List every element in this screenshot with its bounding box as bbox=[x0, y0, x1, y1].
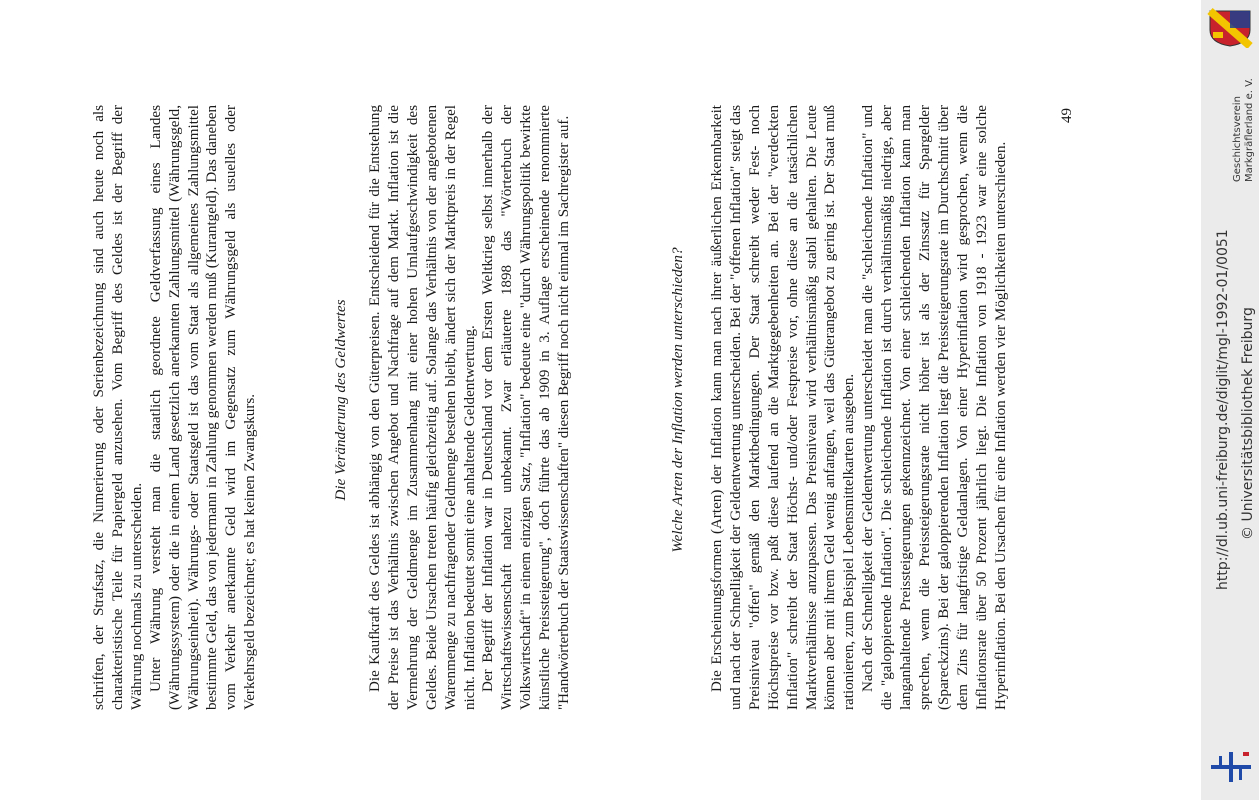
paragraph: Nach der Schnelligkeit der Geldentwertung unterscheidet man die "schleichende Inflation" und die "galoppierende Inflation". Die schleichende Inflation ist durch verhältnismäßig niedrige, aber langanhaltende Preissteigerungen gekennzeichnet. Von einer schleichenden Inflation kann man sprechen, wenn die Preissteigerungsrate nicht höher ist als der Zinssatz für Spargelder (Spareckzins). Bei der galoppierenden Inflation liegt die Preissteigerungsrate im Durchschnitt über dem Zins für langfristige Geldanlagen. Von einer Hyperinflation wird gesprochen, wenn die Inflationsrate über 50 Prozent jährlich liegt. Die Inflation von 1918 - 1923 war eine solche Hyperinflation. Bei den Ursachen für eine Inflation werden vier Möglichkeiten unterschieden. bbox=[860, 105, 1009, 710]
society-name-line2: Markgräflerland e. V. bbox=[1244, 78, 1255, 182]
section3-text bbox=[708, 105, 1011, 710]
paragraph: schriften, der Strafsatz, die Numerierung oder Serienbezeichnung sind auch heute noch als charakteristische Teile für Papiergeld anzusehen. Vom Begriff des Geldes ist der Begriff der Währung nochmals zu unterscheiden. bbox=[91, 105, 145, 710]
permalink-url[interactable]: http://dl.ub.uni-freiburg.de/diglit/mgl-1992-01/0051 bbox=[1215, 229, 1231, 590]
section2-text bbox=[366, 105, 574, 710]
coat-of-arms-icon bbox=[1207, 8, 1253, 48]
paragraph: Der Begriff der Inflation war in Deutschland vor dem Ersten Weltkrieg selbst innerhalb der Wirtschaftswissenschaft nahezu unbekannt. Zwar erläuterte 1898 das "Wörterbuch der Volkswirtschaft" in einem einzigen Satz, "Inflation" bedeute eine "durch Währungspolitik bewirkte künstliche Preissteigerung", doch führte das ab 1909 in 3. Auflage erscheinende renommierte "Handwörterbuch der Staatswissenschaften" diesen Begriff noch nicht einmal im Sachregister auf. bbox=[480, 105, 573, 710]
page-number: 49 bbox=[1059, 108, 1075, 123]
paragraph: Die Erscheinungsformen (Arten) der Inflation kann man nach ihrer äußerlichen Erkennbarkeit und nach der Schnelligkeit der Geldentwertung unterscheiden. Bei der "offenen Inflation" steigt das Preisniveau "offen" gemäß den Marktbedingungen. Der Staat schreibt weder Fest- noch Höchstpreise vor bzw. paßt diese laufend an die Marktgegebenheiten an. Bei der "verdeckten Inflation" schreibt der Staat Höchst- und/oder Festpreise vor, ohne diese an die tatsächlichen Marktverhältnisse anzupassen. Das Preisniveau wird verhältnismäßig stabil gehalten. Die Leute können aber mit ihrem Geld wenig anfangen, weil das Güterangebot zu gering ist. Der Staat muß rationieren, zum Beispiel Lebensmittelkarten ausgeben. bbox=[709, 105, 858, 710]
section1-text bbox=[90, 105, 260, 710]
copyright-notice: © Universitätsbibliothek Freiburg bbox=[1240, 307, 1256, 540]
paragraph: Unter Währung versteht man die staatlich geordnete Geldverfassung eines Landes (Währungssystem) oder die in einem Land gesetzlich anerkannten Zahlungsmittel (Währungsgeld, Währungseinheit). Währungs- oder Staatsgeld ist das vom Staat als allgemeines Zahlungsmittel bestimmte Geld, das von jedermann in Zahlung genommen werden muß (Kurantgeld). Das daneben vom Verkehr anerkannte Geld wird im Gegensatz zum Währungsgeld als usuelles oder Verkehrsgeld bezeichnet; es hat keinen Zwangskurs. bbox=[147, 105, 259, 710]
section2-heading: Die Veränderung des Geldwertes bbox=[332, 299, 349, 501]
university-library-logo-icon bbox=[1209, 748, 1253, 786]
section3-heading: Welche Arten der Inflation werden unterschieden? bbox=[669, 247, 686, 553]
society-name-line1: Geschichtsverein bbox=[1232, 96, 1243, 182]
paragraph: Die Kaufkraft des Geldes ist abhängig von den Güterpreisen. Entscheidend für die Entstehung der Preise ist das Verhältnis zwischen Angebot und Nachfrage auf dem Markt. Inflation ist die Vermehrung der Geldmenge im Zusammenhang mit einer hohen Umlaufgeschwindigkeit des Geldes. Beide Ursachen treten häufig gleichzeitig auf. Solange das Verhältnis von der angebotenen Warenmenge zu nachfragender Geldmenge bestehen bleibt, ändert sich der Marktpreis in der Regel nicht. Inflation bedeutet somit eine anhaltende Geldentwertung. bbox=[367, 105, 478, 710]
